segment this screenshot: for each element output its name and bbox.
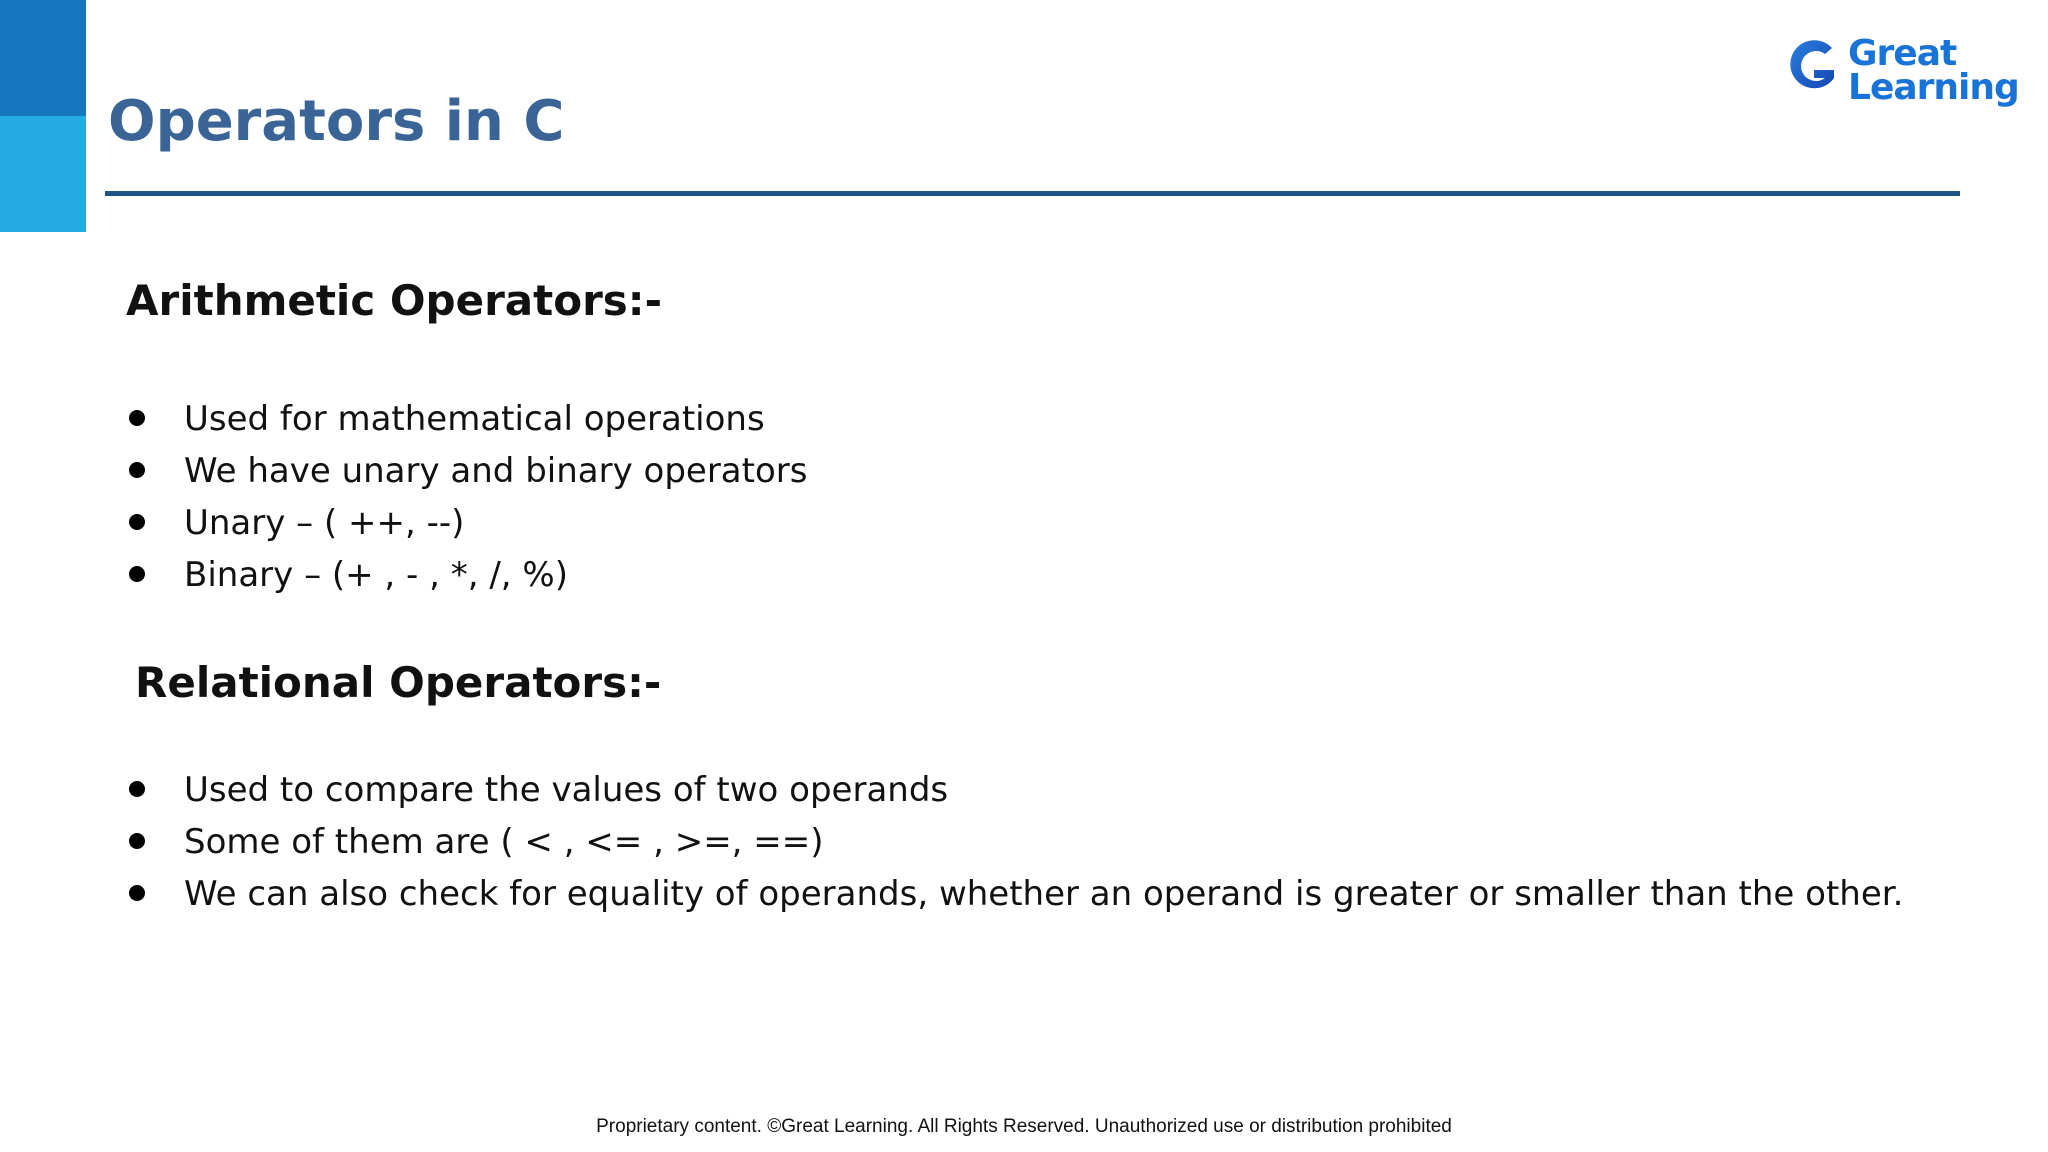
- bullet-text: Used for mathematical operations: [184, 399, 765, 439]
- title-underline: [105, 191, 1960, 196]
- bullet-text: We can also check for equality of operands, whether an operand is greater or smaller than the other.: [184, 874, 1904, 914]
- bullet-icon: [129, 514, 145, 530]
- great-learning-logo: [1784, 33, 2019, 110]
- list-item: [0, 868, 2048, 920]
- bullet-icon: [129, 833, 145, 849]
- relational-bullet-list: [0, 764, 2048, 920]
- list-item: [0, 816, 2048, 868]
- logo-text-great: Great: [1848, 33, 1957, 74]
- bullet-text: Binary – (+ , - , *, /, %): [184, 555, 568, 595]
- bullet-text: Unary – ( ++, --): [184, 503, 465, 543]
- bullet-icon: [129, 410, 145, 426]
- list-item: [0, 445, 2048, 497]
- slide-title: Operators in C: [108, 89, 565, 154]
- corner-accent-dark: [0, 0, 86, 116]
- section-heading-arithmetic: Arithmetic Operators:-: [126, 276, 663, 325]
- logo-text-learning: Learning: [1848, 67, 2019, 108]
- bullet-icon: [129, 885, 145, 901]
- great-learning-g-icon: [1784, 34, 1840, 106]
- bullet-text: We have unary and binary operators: [184, 451, 808, 491]
- arithmetic-bullet-list: [0, 393, 2048, 601]
- bullet-icon: [129, 462, 145, 478]
- list-item: [0, 549, 2048, 601]
- list-item: [0, 497, 2048, 549]
- bullet-icon: [129, 566, 145, 582]
- bullet-icon: [129, 781, 145, 797]
- copyright-footer: Proprietary content. ©Great Learning. All Rights Reserved. Unauthorized use or distribution prohibited: [596, 1116, 1452, 1137]
- list-item: [0, 393, 2048, 445]
- bullet-text: Used to compare the values of two operands: [184, 770, 949, 810]
- section-heading-relational: Relational Operators:-: [135, 658, 662, 707]
- bullet-text: Some of them are ( < , <= , >=, ==): [184, 822, 824, 862]
- list-item: [0, 764, 2048, 816]
- corner-accent-light: [0, 116, 86, 232]
